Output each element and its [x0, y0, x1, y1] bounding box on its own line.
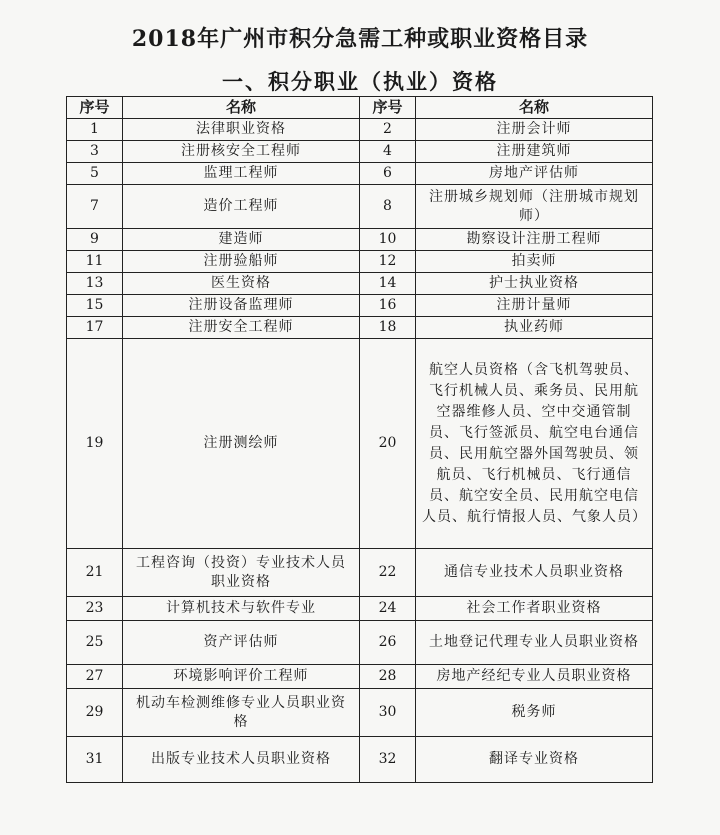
- name-cell: 建造师: [123, 229, 360, 251]
- serial-cell: 27: [67, 665, 123, 689]
- name-cell: 资产评估师: [123, 621, 360, 665]
- table-row: [67, 737, 653, 783]
- table-row: [67, 295, 653, 317]
- table-row: [67, 339, 653, 549]
- serial-cell: 17: [67, 317, 123, 339]
- name-cell: 拍卖师: [416, 251, 653, 273]
- name-cell: 注册城乡规划师（注册城市规划师）: [416, 185, 653, 229]
- document-title: 2018年广州市积分急需工种或职业资格目录: [131, 26, 589, 52]
- name-cell: 监理工程师: [123, 163, 360, 185]
- table-header-row: [67, 97, 653, 119]
- table-row: [67, 119, 653, 141]
- serial-cell: 26: [360, 621, 416, 665]
- serial-cell: 14: [360, 273, 416, 295]
- name-cell: 房地产评估师: [416, 163, 653, 185]
- name-cell: 机动车检测维修专业人员职业资格: [123, 689, 360, 737]
- name-cell: 注册验船师: [123, 251, 360, 273]
- name-cell: 航空人员资格（含飞机驾驶员、飞行机械人员、乘务员、民用航空器维修人员、空中交通管制员、飞行签派员、航空电台通信员、民用航空器外国驾驶员、领航员、飞行机械员、飞行通信员、航空安全员、民用航空电信人员、航行情报人员、气象人员）: [416, 339, 653, 549]
- serial-cell: 25: [67, 621, 123, 665]
- table-row: [67, 229, 653, 251]
- name-cell: 执业药师: [416, 317, 653, 339]
- name-cell: 护士执业资格: [416, 273, 653, 295]
- header-serial-1: 序号: [67, 97, 123, 119]
- table-row: [67, 163, 653, 185]
- serial-cell: 28: [360, 665, 416, 689]
- name-cell: 医生资格: [123, 273, 360, 295]
- name-cell: 注册建筑师: [416, 141, 653, 163]
- serial-cell: 29: [67, 689, 123, 737]
- serial-cell: 1: [67, 119, 123, 141]
- serial-cell: 5: [67, 163, 123, 185]
- serial-cell: 10: [360, 229, 416, 251]
- name-cell: 环境影响评价工程师: [123, 665, 360, 689]
- serial-cell: 19: [67, 339, 123, 549]
- table-row: [67, 597, 653, 621]
- serial-cell: 11: [67, 251, 123, 273]
- serial-cell: 12: [360, 251, 416, 273]
- name-cell: 通信专业技术人员职业资格: [416, 549, 653, 597]
- serial-cell: 21: [67, 549, 123, 597]
- name-cell: 注册测绘师: [123, 339, 360, 549]
- name-cell: 注册计量师: [416, 295, 653, 317]
- serial-cell: 2: [360, 119, 416, 141]
- serial-cell: 24: [360, 597, 416, 621]
- name-cell: 注册核安全工程师: [123, 141, 360, 163]
- serial-cell: 31: [67, 737, 123, 783]
- name-cell: 工程咨询（投资）专业技术人员职业资格: [123, 549, 360, 597]
- name-cell: 注册会计师: [416, 119, 653, 141]
- serial-cell: 13: [67, 273, 123, 295]
- name-cell: 法律职业资格: [123, 119, 360, 141]
- header-name-2: 名称: [416, 97, 653, 119]
- name-cell: 社会工作者职业资格: [416, 597, 653, 621]
- table-row: [67, 185, 653, 229]
- name-cell: 土地登记代理专业人员职业资格: [416, 621, 653, 665]
- serial-cell: 23: [67, 597, 123, 621]
- serial-cell: 18: [360, 317, 416, 339]
- name-cell: 税务师: [416, 689, 653, 737]
- serial-cell: 20: [360, 339, 416, 549]
- name-cell: 计算机技术与软件专业: [123, 597, 360, 621]
- serial-cell: 9: [67, 229, 123, 251]
- serial-cell: 7: [67, 185, 123, 229]
- name-cell: 房地产经纪专业人员职业资格: [416, 665, 653, 689]
- serial-cell: 32: [360, 737, 416, 783]
- table-row: [67, 621, 653, 665]
- qualification-table: [66, 96, 653, 783]
- name-cell: 翻译专业资格: [416, 737, 653, 783]
- table-row: [67, 141, 653, 163]
- serial-cell: 22: [360, 549, 416, 597]
- name-cell: 出版专业技术人员职业资格: [123, 737, 360, 783]
- section-title: 一、积分职业（执业）资格: [222, 69, 498, 94]
- name-cell: 注册安全工程师: [123, 317, 360, 339]
- serial-cell: 3: [67, 141, 123, 163]
- serial-cell: 4: [360, 141, 416, 163]
- serial-cell: 8: [360, 185, 416, 229]
- serial-cell: 16: [360, 295, 416, 317]
- table-row: [67, 665, 653, 689]
- name-cell: 注册设备监理师: [123, 295, 360, 317]
- table-row: [67, 251, 653, 273]
- header-name-1: 名称: [123, 97, 360, 119]
- name-cell: 造价工程师: [123, 185, 360, 229]
- table-row: [67, 317, 653, 339]
- header-serial-2: 序号: [360, 97, 416, 119]
- serial-cell: 15: [67, 295, 123, 317]
- serial-cell: 6: [360, 163, 416, 185]
- name-cell: 勘察设计注册工程师: [416, 229, 653, 251]
- table-row: [67, 549, 653, 597]
- table-row: [67, 689, 653, 737]
- table-row: [67, 273, 653, 295]
- serial-cell: 30: [360, 689, 416, 737]
